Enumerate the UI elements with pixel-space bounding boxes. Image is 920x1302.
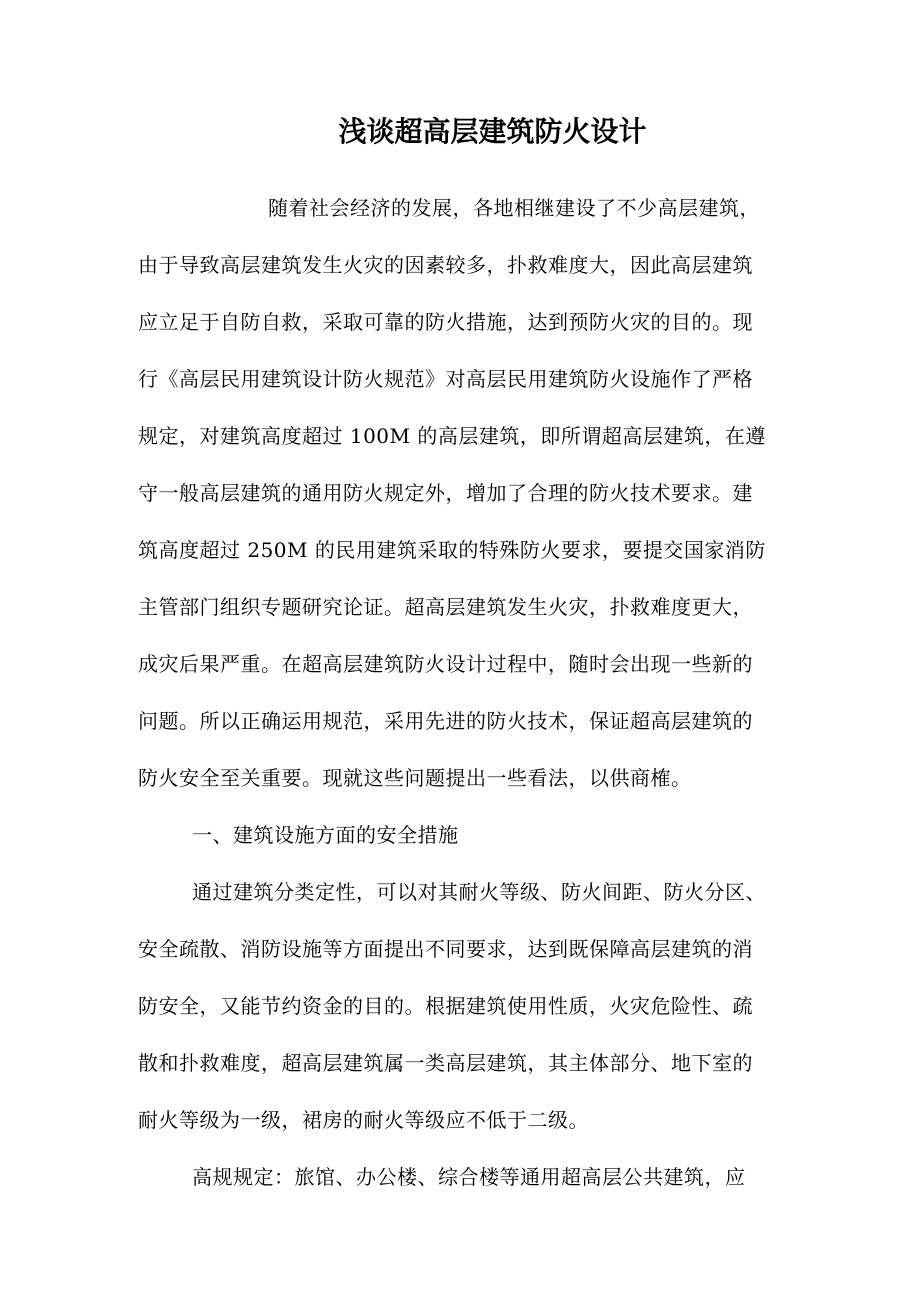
body-line: 防火安全至关重要。现就这些问题提出一些看法，以供商榷。: [138, 766, 692, 790]
body-line: 通过建筑分类定性，可以对其耐火等级、防火间距、防火分区、: [192, 880, 766, 904]
body-line: 防安全，又能节约资金的目的。根据建筑使用性质，火灾危险性、疏: [138, 994, 753, 1018]
body-line: 随着社会经济的发展，各地相继建设了不少高层建筑，: [268, 196, 760, 220]
section-heading: 一、建筑设施方面的安全措施: [192, 823, 459, 847]
body-line: 由于导致高层建筑发生火灾的因素较多，扑救难度大，因此高层建筑: [138, 253, 753, 277]
body-line: 散和扑救难度，超高层建筑属一类高层建筑，其主体部分、地下室的: [138, 1051, 753, 1075]
body-line: 耐火等级为一级，裙房的耐火等级应不低于二级。: [138, 1108, 589, 1132]
body-line: 高规规定：旅馆、办公楼、综合楼等通用超高层公共建筑，应: [192, 1165, 746, 1189]
body-line: 成灾后果严重。在超高层建筑防火设计过程中，随时会出现一些新的: [138, 652, 753, 676]
body-line: 守一般高层建筑的通用防火规定外，增加了合理的防火技术要求。建: [138, 481, 753, 505]
body-line: 问题。所以正确运用规范，采用先进的防火技术，保证超高层建筑的: [138, 709, 753, 733]
body-line: 主管部门组织专题研究论证。超高层建筑发生火灾，扑救难度更大，: [138, 595, 753, 619]
body-line: 安全疏散、消防设施等方面提出不同要求，达到既保障高层建筑的消: [138, 937, 753, 961]
document-title: 浅谈超高层建筑防火设计: [338, 115, 647, 148]
body-line: 筑高度超过 250M 的民用建筑采取的特殊防火要求，要提交国家消防: [138, 538, 766, 562]
body-line: 规定，对建筑高度超过 100M 的高层建筑，即所谓超高层建筑，在遵: [138, 424, 766, 448]
body-line: 行《高层民用建筑设计防火规范》对高层民用建筑防火设施作了严格: [138, 367, 753, 391]
body-line: 应立足于自防自救，采取可靠的防火措施，达到预防火灾的目的。现: [138, 310, 753, 334]
